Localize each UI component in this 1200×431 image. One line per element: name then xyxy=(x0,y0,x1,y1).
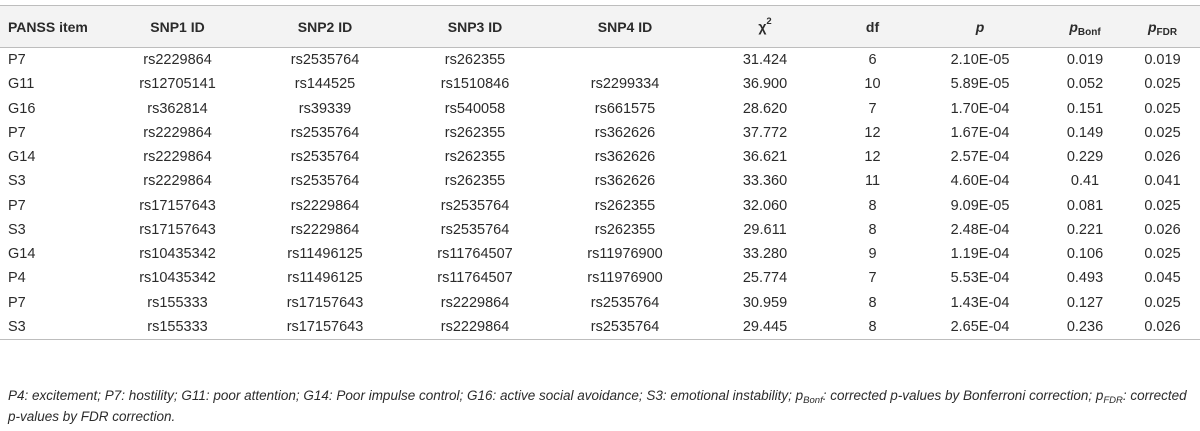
cell-snp2: rs2535764 xyxy=(290,149,360,166)
cell-snp2: rs2229864 xyxy=(290,221,360,238)
cell-snp4: rs2535764 xyxy=(590,294,660,311)
cell-snp1: rs10435342 xyxy=(139,246,216,263)
cell-p: 1.43E-04 xyxy=(950,294,1010,311)
cell-snp4: rs11976900 xyxy=(587,246,663,263)
cell-df: 6 xyxy=(868,52,877,69)
header-chi-squared: $\chi^2$ xyxy=(700,6,830,48)
header-p: p xyxy=(915,6,1045,48)
header-snp3: SNP3 ID xyxy=(400,6,550,48)
cell-snp2: rs17157643 xyxy=(250,315,400,340)
cell-snp2: rs144525 xyxy=(294,76,356,93)
cell-snp1: rs2229864 xyxy=(143,149,212,166)
cell-p-fdr: 0.025 xyxy=(1144,197,1181,214)
cell-snp1: rs362814 xyxy=(147,100,208,117)
cell-chi-squared: 31.424 xyxy=(742,52,788,69)
cell-p-bonf: 0.236 xyxy=(1045,315,1125,340)
cell-panss-item: G11 xyxy=(8,76,35,93)
cell-df: 7 xyxy=(868,270,877,287)
cell-chi-squared: 28.620 xyxy=(742,100,788,117)
cell-p: 2.57E-04 xyxy=(950,149,1010,166)
cell-snp3: rs11764507 xyxy=(437,246,513,263)
cell-snp2: rs17157643 xyxy=(286,294,364,311)
cell-panss-item: P7 xyxy=(8,124,26,141)
header-df: df xyxy=(830,6,915,48)
cell-snp3: rs262355 xyxy=(444,52,506,69)
cell-p: 2.65E-04 xyxy=(915,315,1045,340)
cell-p-bonf: 0.41 xyxy=(1070,173,1100,190)
results-table xyxy=(0,5,1200,340)
cell-chi-squared: 30.959 xyxy=(742,294,788,311)
cell-p-bonf: 0.081 xyxy=(1066,197,1104,214)
cell-snp4: rs2299334 xyxy=(590,76,660,93)
cell-snp2: rs2535764 xyxy=(290,124,360,141)
cell-p-bonf: 0.127 xyxy=(1066,294,1104,311)
table-row xyxy=(0,145,1200,169)
cell-panss-item: S3 xyxy=(8,221,26,238)
cell-panss-item: P7 xyxy=(8,52,26,69)
table-row xyxy=(0,121,1200,145)
cell-snp1: rs10435342 xyxy=(139,270,216,287)
cell-snp1: rs2229864 xyxy=(143,173,212,190)
cell-snp3: rs2229864 xyxy=(400,315,550,340)
cell-p-fdr: 0.041 xyxy=(1144,173,1181,190)
cell-df: 10 xyxy=(864,76,881,93)
cell-df: 12 xyxy=(864,124,881,141)
cell-chi-squared: 33.360 xyxy=(742,173,788,190)
cell-p: 5.89E-05 xyxy=(950,76,1010,93)
cell-panss-item: G16 xyxy=(8,100,36,117)
cell-panss-item: G14 xyxy=(8,246,36,263)
cell-snp4: rs362626 xyxy=(594,173,656,190)
table-row xyxy=(0,97,1200,121)
cell-snp3: rs540058 xyxy=(444,100,506,117)
cell-snp1: rs17157643 xyxy=(139,197,216,214)
cell-snp2: rs2229864 xyxy=(290,197,360,214)
cell-p: 5.53E-04 xyxy=(950,270,1010,287)
cell-snp4 xyxy=(550,48,700,73)
cell-snp1: rs2229864 xyxy=(143,124,212,141)
cell-panss-item: P4 xyxy=(8,270,26,287)
cell-snp3: rs2229864 xyxy=(440,294,510,311)
cell-snp1: rs155333 xyxy=(147,294,208,311)
table-row xyxy=(0,291,1200,315)
cell-chi-squared: 36.900 xyxy=(742,76,788,93)
cell-p-fdr: 0.045 xyxy=(1144,270,1181,287)
cell-snp3: rs262355 xyxy=(444,124,506,141)
cell-panss-item: P7 xyxy=(8,294,26,311)
table-row xyxy=(0,315,1200,340)
cell-snp1: rs12705141 xyxy=(139,76,216,93)
cell-snp2: rs2535764 xyxy=(290,52,360,69)
header-snp4: SNP4 ID xyxy=(550,6,700,48)
cell-p-bonf: 0.221 xyxy=(1066,221,1104,238)
cell-snp4: rs11976900 xyxy=(587,270,663,287)
cell-chi-squared: 32.060 xyxy=(742,197,788,214)
cell-df: 8 xyxy=(868,294,877,311)
cell-snp3: rs262355 xyxy=(444,173,506,190)
cell-chi-squared: 29.611 xyxy=(743,221,787,238)
cell-p-fdr: 0.019 xyxy=(1144,52,1181,69)
cell-df: 11 xyxy=(864,173,881,190)
cell-p-fdr: 0.025 xyxy=(1144,76,1181,93)
cell-df: 12 xyxy=(864,149,881,166)
cell-p: 2.10E-05 xyxy=(950,52,1010,69)
cell-snp1: rs2229864 xyxy=(143,52,212,69)
cell-snp4: rs362626 xyxy=(594,149,656,166)
table-footnote: P4: excitement; P7: hostility; G11: poor attention; G14: Poor impulse control; G16: active social avoidance; S3: emotional instability; $p_{Bonf}$: corrected p-values by Bonferroni correction; $p_{FDR}$: corrected p-values by FDR correction. xyxy=(8,388,1187,424)
cell-snp3: rs2535764 xyxy=(440,197,510,214)
cell-snp1: rs155333 xyxy=(105,315,250,340)
cell-df: 8 xyxy=(830,315,915,340)
cell-snp3: rs2535764 xyxy=(440,221,510,238)
cell-p-bonf: 0.052 xyxy=(1066,76,1104,93)
cell-p-bonf: 0.149 xyxy=(1066,124,1104,141)
cell-p-fdr: 0.026 xyxy=(1144,221,1181,238)
cell-p: 4.60E-04 xyxy=(950,173,1010,190)
cell-chi-squared: 37.772 xyxy=(742,124,788,141)
cell-p-fdr: 0.026 xyxy=(1125,315,1200,340)
cell-snp2: rs2535764 xyxy=(290,173,360,190)
cell-snp3: rs1510846 xyxy=(440,76,510,93)
header-p-bonf: $p_{Bonf}$ xyxy=(1045,6,1125,48)
cell-snp1: rs17157643 xyxy=(139,221,216,238)
cell-p-fdr: 0.025 xyxy=(1144,124,1181,141)
cell-p: 2.48E-04 xyxy=(950,221,1010,238)
header-snp1: SNP1 ID xyxy=(105,6,250,48)
cell-panss-item: S3 xyxy=(0,315,105,340)
cell-p-bonf: 0.151 xyxy=(1066,100,1104,117)
cell-snp3: rs11764507 xyxy=(437,270,513,287)
cell-p: 9.09E-05 xyxy=(950,197,1010,214)
cell-p-fdr: 0.025 xyxy=(1144,294,1181,311)
cell-snp4: rs362626 xyxy=(594,124,656,141)
header-p-fdr: $p_{FDR}$ xyxy=(1125,6,1200,48)
table-row xyxy=(0,48,1200,73)
cell-df: 7 xyxy=(868,100,877,117)
cell-p: 1.70E-04 xyxy=(950,100,1010,117)
cell-chi-squared: 25.774 xyxy=(742,270,788,287)
cell-snp2: rs11496125 xyxy=(287,246,363,263)
cell-p-fdr: 0.026 xyxy=(1144,149,1181,166)
cell-snp4: rs661575 xyxy=(594,100,656,117)
cell-panss-item: G14 xyxy=(8,149,36,166)
header-panss-item: PANSS item xyxy=(0,6,105,48)
cell-p-bonf: 0.019 xyxy=(1066,52,1104,69)
table-row xyxy=(0,242,1200,266)
table-row xyxy=(0,194,1200,218)
cell-df: 8 xyxy=(868,221,877,238)
table-row xyxy=(0,218,1200,242)
table-row xyxy=(0,72,1200,96)
table-row xyxy=(0,169,1200,193)
cell-snp2: rs11496125 xyxy=(287,270,363,287)
cell-p: 1.19E-04 xyxy=(950,246,1010,263)
cell-p: 1.67E-04 xyxy=(950,124,1010,141)
cell-df: 9 xyxy=(868,246,877,263)
cell-df: 8 xyxy=(868,197,877,214)
cell-panss-item: P7 xyxy=(8,197,26,214)
cell-panss-item: S3 xyxy=(8,173,26,190)
cell-p-bonf: 0.229 xyxy=(1066,149,1104,166)
cell-p-bonf: 0.106 xyxy=(1066,246,1104,263)
cell-p-bonf: 0.493 xyxy=(1066,270,1104,287)
cell-chi-squared: 36.621 xyxy=(742,149,788,166)
cell-snp2: rs39339 xyxy=(298,100,352,117)
table-row xyxy=(0,266,1200,290)
header-snp2: SNP2 ID xyxy=(250,6,400,48)
cell-chi-squared: 33.280 xyxy=(742,246,788,263)
cell-snp4: rs262355 xyxy=(594,221,656,238)
cell-p-fdr: 0.025 xyxy=(1144,100,1181,117)
cell-snp4: rs262355 xyxy=(594,197,656,214)
cell-snp4: rs2535764 xyxy=(550,315,700,340)
cell-p-fdr: 0.025 xyxy=(1144,246,1181,263)
cell-snp3: rs262355 xyxy=(444,149,506,166)
header-row xyxy=(0,6,1200,48)
cell-chi-squared: 29.445 xyxy=(700,315,830,340)
